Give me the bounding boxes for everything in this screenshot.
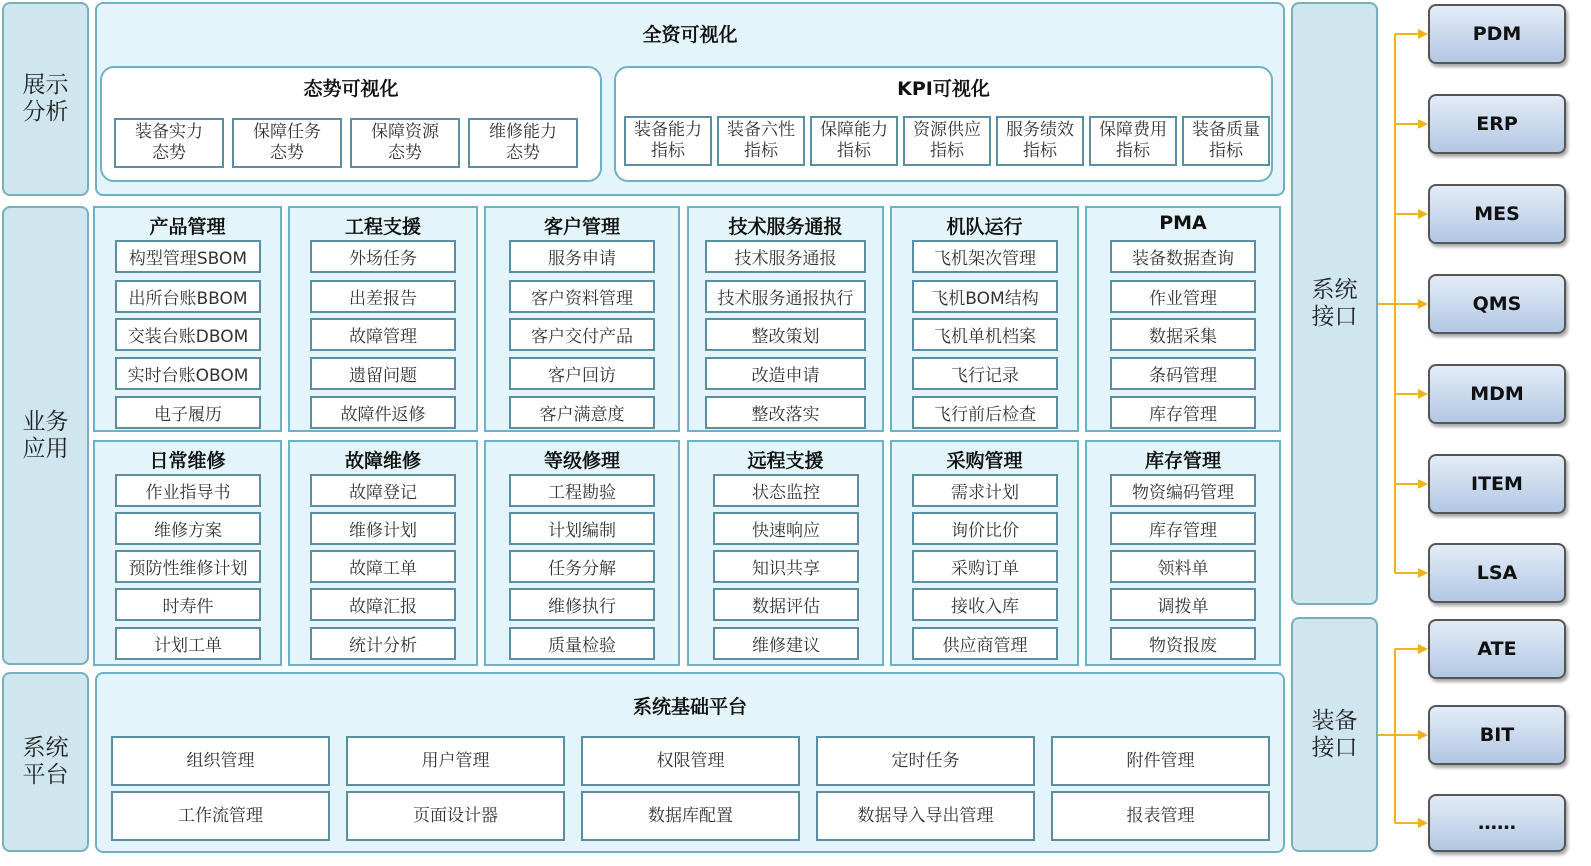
kpi-item: 保障能力指标 (810, 116, 898, 166)
platform-item: 工作流管理 (111, 791, 330, 841)
module-item: 飞机单机档案 (912, 318, 1058, 351)
module-item: 故障登记 (310, 474, 456, 507)
situation-item: 保障资源态势 (350, 118, 460, 168)
ate-equipment: ATE (1428, 619, 1566, 679)
display-analysis-label: 展示分析 (2, 2, 89, 196)
module-title: 采购管理 (946, 450, 1023, 472)
situation-visualization-title: 态势可视化 (303, 78, 399, 100)
module-item: 库存管理 (1110, 512, 1256, 545)
kpi-item: 服务绩效指标 (996, 116, 1084, 166)
platform-item: 定时任务 (816, 736, 1035, 786)
module-item: 统计分析 (310, 627, 456, 660)
kpi-item: 装备六性指标 (717, 116, 805, 166)
module-item: 采购订单 (912, 550, 1058, 583)
module-item: 飞行前后检查 (912, 396, 1058, 429)
module-item: 飞机架次管理 (912, 240, 1058, 273)
module-title: PMA (1159, 212, 1207, 234)
module-title: 等级修理 (543, 450, 620, 472)
module-title: 机队运行 (946, 216, 1023, 238)
module-item: 预防性维修计划 (115, 550, 261, 583)
platform-item: 附件管理 (1051, 736, 1270, 786)
module-item: 维修方案 (115, 512, 261, 545)
module-item: 物资编码管理 (1110, 474, 1256, 507)
module-item: 需求计划 (912, 474, 1058, 507)
module-item: 故障工单 (310, 550, 456, 583)
module-item: 整改落实 (705, 396, 866, 429)
module-item: 时寿件 (115, 588, 261, 621)
module-item: 条码管理 (1110, 357, 1256, 390)
module-item: 领料单 (1110, 550, 1256, 583)
module-title: 技术服务通报 (728, 216, 843, 238)
module-title: 日常维修 (149, 450, 226, 472)
module-item: 出所台账BBOM (115, 280, 261, 313)
erp-system: ERP (1428, 94, 1566, 154)
module-item: 客户回访 (509, 357, 655, 390)
module-item: 改造申请 (705, 357, 866, 390)
module-item: 整改策划 (705, 318, 866, 351)
module-item: 客户资料管理 (509, 280, 655, 313)
more-equipment: …… (1428, 794, 1566, 852)
platform-item: 页面设计器 (346, 791, 565, 841)
module-item: 质量检验 (509, 627, 655, 660)
module-item: 任务分解 (509, 550, 655, 583)
bit-equipment: BIT (1428, 705, 1566, 765)
platform-item: 报表管理 (1051, 791, 1270, 841)
module-title: 产品管理 (149, 216, 226, 238)
module-item: 故障管理 (310, 318, 456, 351)
module-item: 技术服务通报执行 (705, 280, 866, 313)
module-item: 客户交付产品 (509, 318, 655, 351)
module-item: 库存管理 (1110, 396, 1256, 429)
module-item: 维修计划 (310, 512, 456, 545)
system-platform-label: 系统平台 (2, 672, 89, 852)
pdm-system: PDM (1428, 4, 1566, 64)
item-system: ITEM (1428, 454, 1566, 514)
module-item: 故障汇报 (310, 588, 456, 621)
module-title: 远程支援 (747, 450, 824, 472)
module-item: 调拨单 (1110, 588, 1256, 621)
module-item: 数据评估 (713, 588, 859, 621)
module-item: 外场任务 (310, 240, 456, 273)
mdm-system: MDM (1428, 364, 1566, 424)
situation-item: 装备实力态势 (114, 118, 224, 168)
module-item: 供应商管理 (912, 627, 1058, 660)
qms-system: QMS (1428, 274, 1566, 334)
module-title: 故障维修 (344, 450, 421, 472)
module-item: 计划工单 (115, 627, 261, 660)
module-title: 工程支援 (344, 216, 421, 238)
kpi-item: 保障费用指标 (1089, 116, 1177, 166)
platform-item: 数据库配置 (581, 791, 800, 841)
module-item: 作业管理 (1110, 280, 1256, 313)
mes-system: MES (1428, 184, 1566, 244)
platform-item: 权限管理 (581, 736, 800, 786)
platform-item: 数据导入导出管理 (816, 791, 1035, 841)
system-interface-label: 系统接口 (1291, 2, 1378, 605)
module-item: 交装台账DBOM (115, 318, 261, 351)
module-item: 装备数据查询 (1110, 240, 1256, 273)
module-item: 接收入库 (912, 588, 1058, 621)
module-item: 物资报废 (1110, 627, 1256, 660)
module-item: 维修建议 (713, 627, 859, 660)
module-item: 快速响应 (713, 512, 859, 545)
business-application-label: 业务应用 (2, 206, 89, 665)
kpi-item: 装备能力指标 (624, 116, 712, 166)
module-item: 服务申请 (509, 240, 655, 273)
module-item: 飞机BOM结构 (912, 280, 1058, 313)
module-item: 计划编制 (509, 512, 655, 545)
module-item: 数据采集 (1110, 318, 1256, 351)
module-item: 询价比价 (912, 512, 1058, 545)
module-item: 飞行记录 (912, 357, 1058, 390)
situation-item: 保障任务态势 (232, 118, 342, 168)
module-item: 电子履历 (115, 396, 261, 429)
module-title: 客户管理 (543, 216, 620, 238)
module-item: 作业指导书 (115, 474, 261, 507)
module-item: 出差报告 (310, 280, 456, 313)
platform-item: 用户管理 (346, 736, 565, 786)
module-item: 故障件返修 (310, 396, 456, 429)
module-item: 实时台账OBOM (115, 357, 261, 390)
module-item: 维修执行 (509, 588, 655, 621)
module-item: 状态监控 (713, 474, 859, 507)
module-item: 遗留问题 (310, 357, 456, 390)
platform-item: 组织管理 (111, 736, 330, 786)
platform-title: 系统基础平台 (632, 696, 747, 718)
kpi-visualization-title: KPI可视化 (897, 78, 990, 100)
module-item: 工程勘验 (509, 474, 655, 507)
module-item: 构型管理SBOM (115, 240, 261, 273)
module-item: 技术服务通报 (705, 240, 866, 273)
visualization-title: 全资可视化 (642, 24, 738, 46)
module-item: 知识共享 (713, 550, 859, 583)
module-title: 库存管理 (1144, 450, 1221, 472)
module-item: 客户满意度 (509, 396, 655, 429)
situation-item: 维修能力态势 (468, 118, 578, 168)
equipment-interface-label: 装备接口 (1291, 617, 1378, 852)
lsa-system: LSA (1428, 543, 1566, 603)
kpi-item: 资源供应指标 (903, 116, 991, 166)
kpi-item: 装备质量指标 (1182, 116, 1270, 166)
